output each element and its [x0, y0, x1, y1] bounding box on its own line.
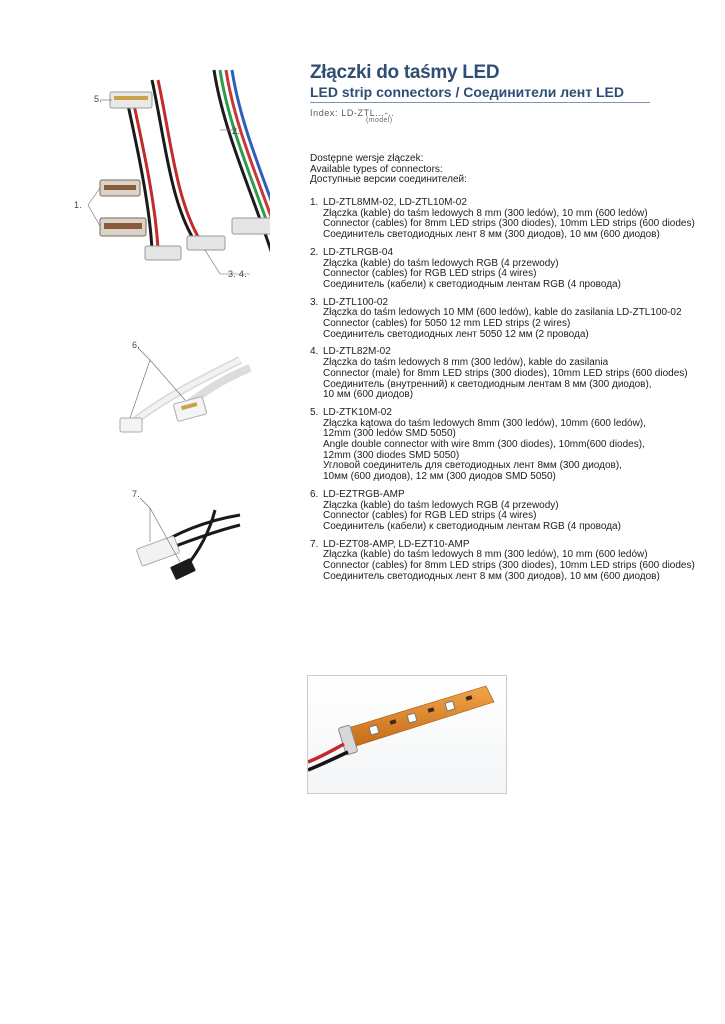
- item-description: [323, 298, 682, 341]
- item-description-line: Connector (cables) for 8mm LED strips (300 diodes), 10mm LED strips (600 diodes): [323, 560, 695, 572]
- item-description: [323, 347, 688, 401]
- index-label: Index: LD-ZTL...-..: [310, 108, 395, 118]
- item-model-code: LD-EZTRGB-AMP: [323, 488, 405, 500]
- item-description-line: Соединитель (кабели) к светодиодным лентам RGB (4 провода): [323, 520, 621, 532]
- intro-line-pl: Dostępne wersje złączek:: [310, 153, 424, 164]
- title-divider: [310, 102, 650, 103]
- item-model-code: LD-ZTL8MM-02, LD-ZTL10M-02: [323, 197, 467, 208]
- item-description-line: Connector (cables) for 8mm LED strips (300 diodes), 10mm LED strips (600 diodes): [323, 218, 695, 230]
- item-description: [323, 198, 695, 241]
- item-description-line: Connector (cables) for RGB LED strips (4 wires): [323, 268, 537, 280]
- item-model-code: LD-ZTL100-02: [323, 296, 389, 308]
- page-title: Złączki do taśmy LED: [310, 62, 500, 83]
- item-number: 6.: [310, 488, 319, 500]
- intro-line-ru: Доступные версии соединителей:: [310, 174, 467, 186]
- intro-text: [310, 154, 467, 186]
- list-item: [310, 248, 645, 291]
- item-description-line: Connector (cables) for 5050 12 mm LED strips (2 wires): [323, 318, 571, 330]
- callout-3-4: 3. 4.: [228, 269, 248, 279]
- item-description-line: Соединитель (внутренний) к светодиодным лентам 8 мм (300 диодов),: [323, 378, 652, 390]
- item-description-line: Złączka (kable) do taśm ledowych RGB (4 przewody): [323, 499, 559, 511]
- item-description-line: Угловой соединитель для светодиодных лент 8мм (300 диодов),: [323, 460, 622, 472]
- item-description: [323, 540, 695, 583]
- item-model-code: LD-ZTK10M-02: [323, 406, 392, 418]
- item-description-line: Соединитель светодиодных лент 5050 12 мм (2 провода): [323, 328, 589, 340]
- item-number: 4.: [310, 346, 319, 358]
- item-description-line: Connector (cables) for RGB LED strips (4 wires): [323, 510, 537, 522]
- item-number: 2.: [310, 246, 319, 258]
- connector-photo-7: [110, 490, 250, 590]
- list-item: [310, 408, 645, 483]
- connector-list: [310, 197, 695, 590]
- callout-5: 5.: [94, 94, 103, 104]
- item-description-line: 12mm (300 diodes SMD 5050): [323, 449, 460, 461]
- intro-line-en: Available types of connectors:: [310, 163, 443, 175]
- item-description-line: Соединитель светодиодных лент 8 мм (300 диодов), 10 мм (600 диодов): [323, 229, 660, 241]
- item-model-code: LD-ZTL82M-02: [323, 346, 391, 358]
- item-model-code: LD-ZTLRGB-04: [323, 246, 394, 258]
- item-description: [323, 248, 645, 291]
- item-description-line: Angle double connector with wire 8mm (300 diodes), 10mm(600 diodes),: [323, 439, 645, 451]
- item-description-line: 12mm (300 ledów SMD 5050): [323, 428, 456, 440]
- list-item: [310, 296, 682, 341]
- item-number: 5.: [310, 406, 319, 418]
- item-description-line: 10 мм (600 диодов): [323, 389, 414, 401]
- item-description-line: Złączka (kable) do taśm ledowych 8 mm (300 ledów), 10 mm (600 ledów): [323, 207, 648, 219]
- list-item: [310, 346, 688, 401]
- item-number: 1.: [310, 197, 319, 208]
- item-description-line: Złączka (kable) do taśm ledowych RGB (4 przewody): [323, 257, 559, 269]
- callout-1: 1.: [74, 200, 83, 210]
- callout-6: 6.: [132, 340, 141, 350]
- item-description: [323, 490, 645, 533]
- callout-7: 7.: [132, 489, 141, 499]
- item-description: [323, 408, 646, 483]
- item-description-line: Złączka (kable) do taśm ledowych 8 mm (300 ledów), 10 mm (600 ledów): [323, 549, 648, 561]
- item-description-line: Connector (male) for 8mm LED strips (300 diodes), 10mm LED strips (600 diodes): [323, 367, 688, 379]
- item-description-line: Złączka do taśm ledowych 10 MM (600 ledów), kable do zasilania LD-ZTL100-02: [323, 307, 682, 319]
- model-label: (model): [366, 117, 393, 124]
- item-description-line: Złączka kątowa do taśm ledowych 8mm (300 ledów), 10mm (600 ledów),: [323, 417, 646, 429]
- item-description-line: Соединитель (кабели) к светодиодным лентам RGB (4 провода): [323, 278, 621, 290]
- connector-photo-6: [100, 340, 260, 440]
- item-description-line: Złączka do taśm ledowych 8 mm (300 ledów), kable do zasilania: [323, 357, 609, 369]
- item-description-line: 10мм (600 диодов), 12 мм (300 диодов SMD 5050): [323, 471, 556, 483]
- item-description-line: Соединитель светодиодных лент 8 мм (300 диодов), 10 мм (600 диодов): [323, 570, 660, 582]
- item-number: 3.: [310, 296, 319, 308]
- list-item: [310, 197, 695, 241]
- page-subtitle: LED strip connectors / Соединители лент LED: [310, 84, 624, 100]
- callout-2: 2.: [232, 126, 241, 136]
- list-item: [310, 490, 645, 533]
- item-model-code: LD-EZT08-AMP, LD-EZT10-AMP: [323, 538, 470, 550]
- list-item: [310, 538, 695, 583]
- led-strip-photo: [307, 675, 507, 794]
- item-number: 7.: [310, 538, 319, 550]
